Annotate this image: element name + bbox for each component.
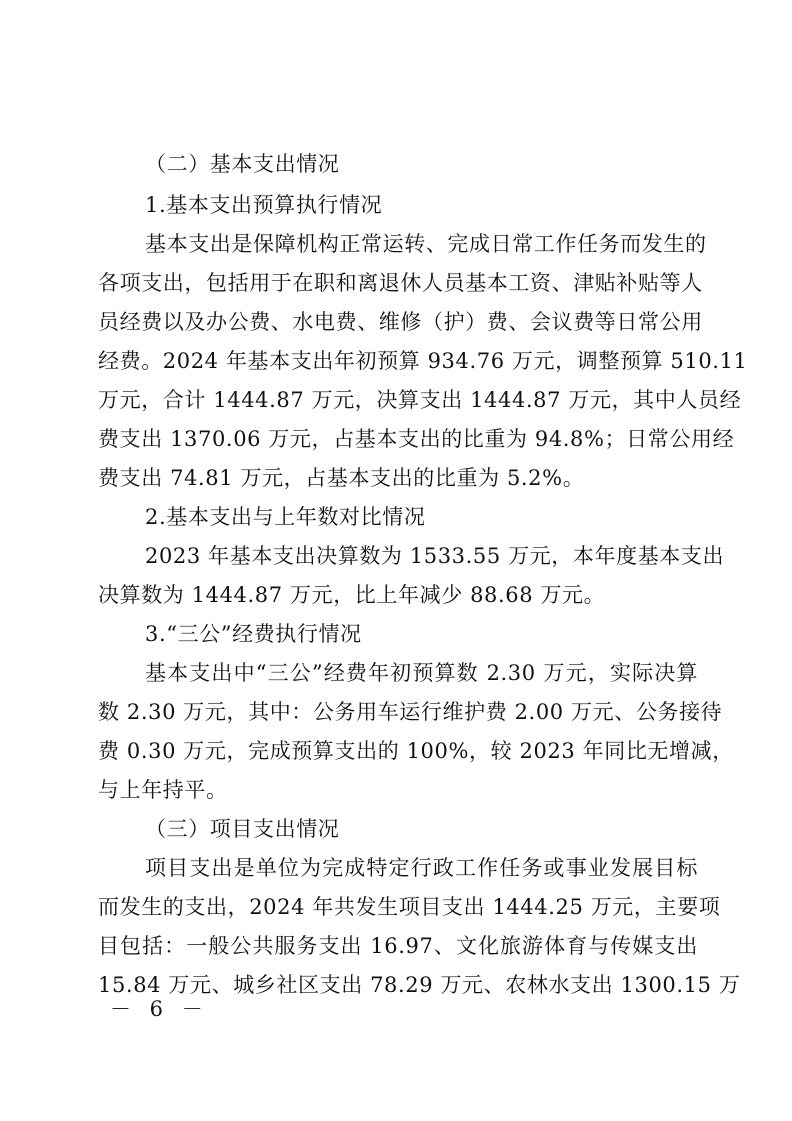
paragraph-line: 目包括：一般公共服务支出 16.97、文化旅游体育与传媒支出 [98,934,698,958]
paragraph-line: 决算数为 1444.87 万元，比上年减少 88.68 万元。 [98,583,606,607]
paragraph-line: 项目支出是单位为完成特定行政工作任务或事业发展目标 [145,856,698,880]
paragraph-line: 费支出 1370.06 万元，占基本支出的比重为 94.8%；日常公用经 [98,427,735,451]
paragraph-line: 与上年持平。 [98,778,228,802]
paragraph-line: 2023 年基本支出决算数为 1533.55 万元，本年度基本支出 [145,544,725,568]
subheading-year-comparison: 2.基本支出与上年数对比情况 [145,505,426,529]
page-number: － 6 － [110,997,209,1021]
paragraph-line: 经费。2024 年基本支出年初预算 934.76 万元，调整预算 510.11 [98,349,748,373]
paragraph-line: 费 0.30 万元，完成预算支出的 100%，较 2023 年同比无增减， [98,739,734,763]
paragraph-line: 15.84 万元、城乡社区支出 78.29 万元、农林水支出 1300.15 万 [98,973,741,997]
paragraph-line: 数 2.30 万元，其中：公务用车运行维护费 2.00 万元、公务接待 [98,700,723,724]
paragraph-line: 基本支出是保障机构正常运转、完成日常工作任务而发生的 [145,232,707,256]
paragraph-line: 各项支出，包括用于在职和离退休人员基本工资、津贴补贴等人 [98,271,703,295]
section-heading-basic-expenditure: （二）基本支出情况 [145,152,340,176]
subheading-three-public-expenses: 3.“三公”经费执行情况 [145,622,362,646]
subheading-budget-execution: 1.基本支出预算执行情况 [145,193,383,217]
section-heading-project-expenditure: （三）项目支出情况 [145,817,340,841]
paragraph-line: 基本支出中“三公”经费年初预算数 2.30 万元，实际决算 [145,661,698,685]
paragraph-line: 员经费以及办公费、水电费、维修（护）费、会议费等日常公用 [98,310,703,334]
paragraph-line: 万元，合计 1444.87 万元，决算支出 1444.87 万元，其中人员经 [98,388,742,412]
paragraph-line: 而发生的支出，2024 年共发生项目支出 1444.25 万元，主要项 [98,895,721,919]
paragraph-line: 费支出 74.81 万元，占基本支出的比重为 5.2%。 [98,466,585,490]
